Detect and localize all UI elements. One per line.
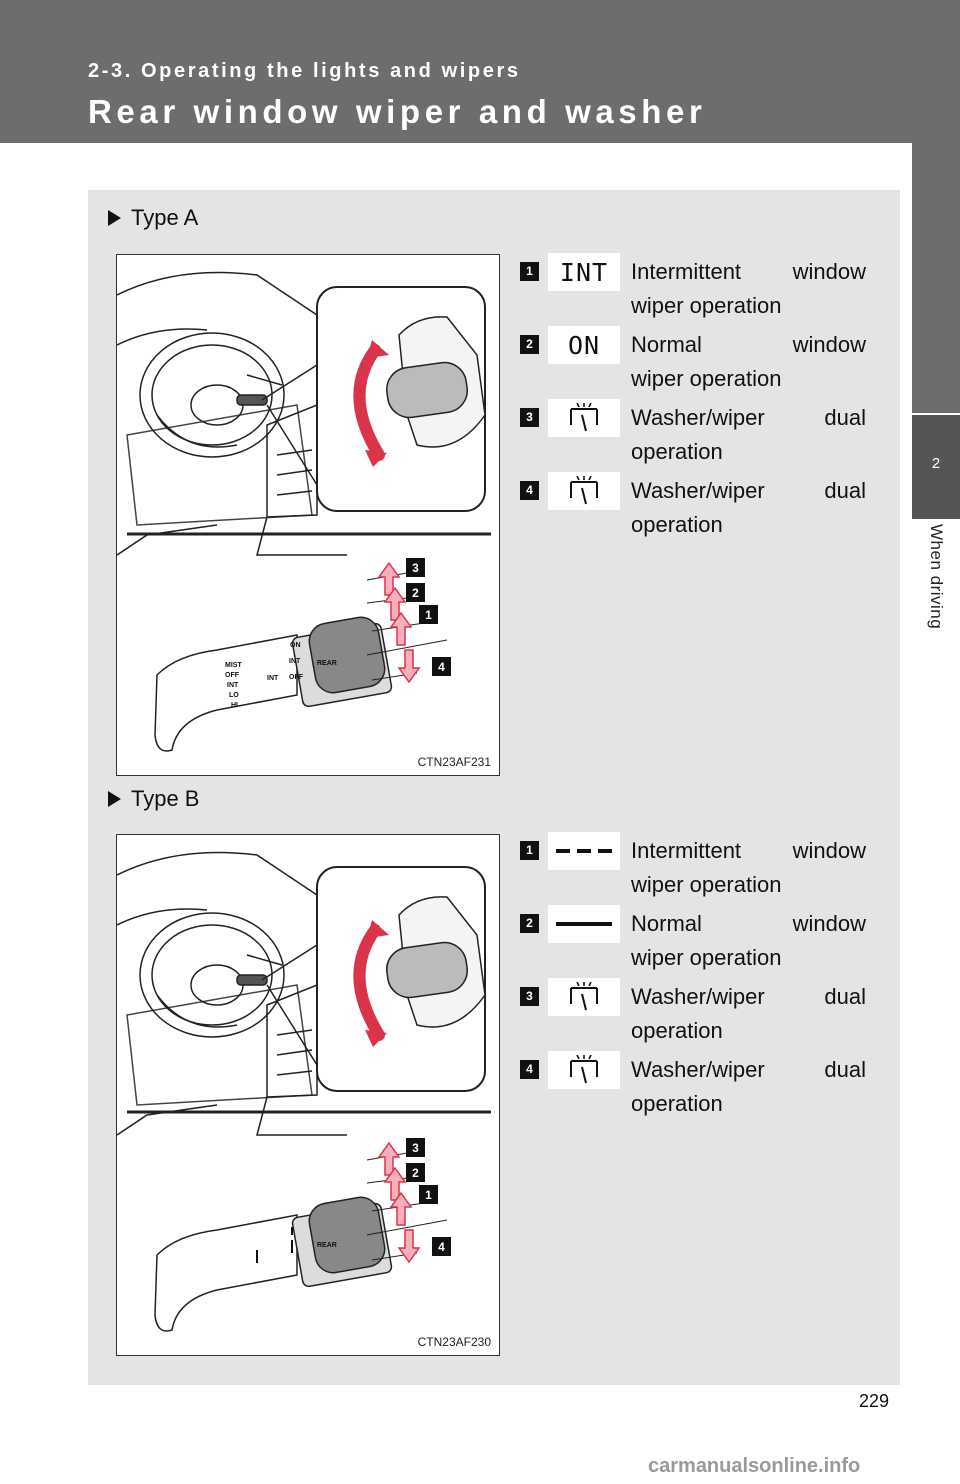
type-b-heading-text: Type B: [131, 786, 200, 811]
chapter-number-tab: [912, 415, 960, 519]
item-description: Normal window wiper operation: [631, 911, 866, 970]
step-badge: 1: [520, 262, 539, 281]
svg-text:OFF: OFF: [225, 672, 239, 679]
triangle-bullet-icon: [108, 791, 121, 807]
item-description: Intermittent window wiper operation: [631, 838, 866, 897]
type-b-figure: [116, 834, 500, 1356]
section-title: 2-3. Operating the lights and wipers: [88, 60, 521, 82]
page-number: 229: [859, 1391, 890, 1411]
legend-item: [520, 399, 865, 472]
int-symbol: INT: [548, 253, 620, 291]
item-description: Normal window wiper operation: [631, 332, 866, 391]
figure-code: CTN23AF231: [417, 755, 491, 769]
svg-text:REAR: REAR: [317, 660, 337, 667]
step-badge: 4: [520, 1060, 539, 1079]
page-title: Rear window wiper and washer: [88, 93, 707, 130]
svg-text:REAR: REAR: [317, 1242, 337, 1249]
dashed-line-icon: [548, 832, 620, 870]
lever-label-2: 2: [412, 586, 419, 600]
item-description: Washer/wiper dual operation: [631, 984, 866, 1043]
type-b-heading: [108, 786, 199, 812]
lever-label-2: 2: [412, 1166, 419, 1180]
legend-item: [520, 253, 865, 326]
washer-wiper-icon: [548, 399, 620, 437]
washer-wiper-icon: [548, 978, 620, 1016]
svg-text:OFF: OFF: [289, 674, 303, 681]
legend-item: [520, 1051, 865, 1124]
legend-item: [520, 326, 865, 399]
step-badge: 2: [520, 914, 539, 933]
page-header: [0, 0, 960, 143]
chapter-number: 2: [931, 455, 941, 472]
type-a-illustration: [117, 255, 500, 776]
step-badge: 1: [520, 841, 539, 860]
legend-item: [520, 832, 865, 905]
svg-text:HI: HI: [231, 702, 238, 709]
type-a-heading-text: Type A: [131, 205, 199, 230]
lever-label-1: 1: [425, 608, 432, 622]
type-a-figure: [116, 254, 500, 776]
lever-label-1: 1: [425, 1188, 432, 1202]
lever-label-4: 4: [438, 660, 445, 674]
item-description: Intermittent window wiper operation: [631, 259, 866, 318]
chapter-label-tab: [912, 524, 960, 684]
step-badge: 4: [520, 481, 539, 500]
legend-item: [520, 905, 865, 978]
legend-item: [520, 472, 865, 545]
lever-label-4: 4: [438, 1240, 445, 1254]
svg-text:ON: ON: [290, 642, 301, 649]
lever-label-3: 3: [412, 561, 419, 575]
item-description: Washer/wiper dual operation: [631, 478, 866, 537]
svg-text:INT: INT: [227, 682, 239, 689]
washer-wiper-icon: [548, 472, 620, 510]
type-b-illustration: [117, 835, 500, 1356]
step-badge: 3: [520, 987, 539, 1006]
svg-text:INT: INT: [289, 658, 301, 665]
svg-text:LO: LO: [229, 692, 239, 699]
figure-code: CTN23AF230: [417, 1335, 491, 1349]
chapter-label: When driving: [927, 524, 946, 630]
watermark[interactable]: carmanualsonline.info: [648, 1455, 861, 1477]
type-b-legend: [520, 832, 865, 1124]
type-a-heading: [108, 205, 198, 231]
side-tab-bar: [912, 143, 960, 413]
solid-line-icon: [548, 905, 620, 943]
item-description: Washer/wiper dual operation: [631, 405, 866, 464]
step-badge: 2: [520, 335, 539, 354]
svg-text:MIST: MIST: [225, 662, 242, 669]
washer-wiper-icon: [548, 1051, 620, 1089]
type-a-legend: [520, 253, 865, 545]
legend-item: [520, 978, 865, 1051]
svg-text:INT: INT: [267, 675, 279, 682]
lever-label-3: 3: [412, 1141, 419, 1155]
item-description: Washer/wiper dual operation: [631, 1057, 866, 1116]
step-badge: 3: [520, 408, 539, 427]
on-symbol: ON: [548, 326, 620, 364]
triangle-bullet-icon: [108, 210, 121, 226]
